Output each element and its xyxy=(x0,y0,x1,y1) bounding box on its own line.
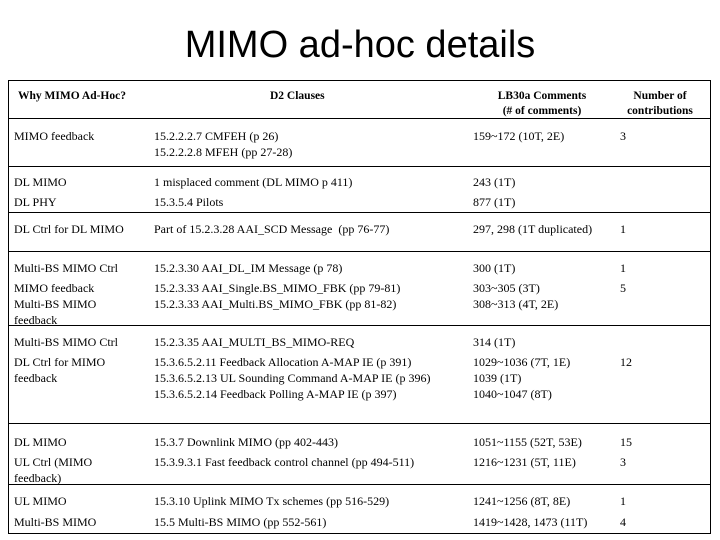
row-clauses-cell: 15.3.5.4 Pilots xyxy=(154,195,224,209)
row-contributions-cell: 4 xyxy=(620,515,626,529)
row-why-cell: UL Ctrl (MIMO feedback) xyxy=(14,455,93,485)
row-divider xyxy=(8,212,711,213)
header-contributions: Number of contributions xyxy=(627,90,693,117)
row-divider xyxy=(8,166,711,167)
row-contributions-cell: 1 xyxy=(620,261,626,275)
row-clauses-cell: 15.2.2.2.7 CMFEH (p 26) 15.2.2.2.8 MFEH (pp 27-28) xyxy=(154,129,293,159)
header-why-mimo: Why MIMO Ad-Hoc? xyxy=(18,90,126,102)
row-contributions-cell: 1 xyxy=(620,494,626,508)
row-comments-cell: 303~305 (3T) 308~313 (4T, 2E) xyxy=(473,281,559,311)
row-clauses-cell: 15.3.9.3.1 Fast feedback control channel (pp 494-511) xyxy=(154,455,415,469)
row-why-cell: DL PHY xyxy=(14,195,57,209)
row-comments-cell: 877 (1T) xyxy=(473,195,516,209)
row-contributions-cell: 5 xyxy=(620,281,626,295)
row-divider xyxy=(8,325,711,326)
row-why-cell: MIMO feedback Multi-BS MIMO feedback xyxy=(14,281,97,327)
row-clauses-cell: 15.3.6.5.2.11 Feedback Allocation A-MAP IE (p 391) 15.3.6.5.2.13 UL Sounding Command A-MAP IE (p 396) 15.3.6.5.2.14 Feedback Polling A-MAP IE (p 397) xyxy=(154,355,431,401)
row-contributions-cell: 15 xyxy=(620,435,632,449)
row-comments-cell: 243 (1T) xyxy=(473,175,516,189)
row-clauses-cell: 15.3.7 Downlink MIMO (pp 402-443) xyxy=(154,435,338,449)
row-comments-cell: 1216~1231 (5T, 11E) xyxy=(473,455,576,469)
row-contributions-cell: 3 xyxy=(620,455,626,469)
row-clauses-cell: 15.5 Multi-BS MIMO (pp 552-561) xyxy=(154,515,327,529)
row-contributions-cell: 1 xyxy=(620,222,626,236)
row-why-cell: DL MIMO xyxy=(14,435,67,449)
row-comments-cell: 1029~1036 (7T, 1E) 1039 (1T) 1040~1047 (8T) xyxy=(473,355,571,401)
row-comments-cell: 1419~1428, 1473 (11T) xyxy=(473,515,588,529)
header-comments: LB30a Comments (# of comments) xyxy=(497,90,587,117)
row-clauses-cell: 15.2.3.35 AAI_MULTI_BS_MIMO-REQ xyxy=(154,335,355,349)
row-comments-cell: 300 (1T) xyxy=(473,261,516,275)
row-comments-cell: 1241~1256 (8T, 8E) xyxy=(473,494,571,508)
row-clauses-cell: 15.2.3.33 AAI_Single.BS_MIMO_FBK (pp 79-81) 15.2.3.33 AAI_Multi.BS_MIMO_FBK (pp 81-82) xyxy=(154,281,401,311)
row-clauses-cell: 1 misplaced comment (DL MIMO p 411) xyxy=(154,175,353,189)
row-why-cell: Multi-BS MIMO xyxy=(14,515,97,529)
row-comments-cell: 159~172 (10T, 2E) xyxy=(473,129,565,143)
row-clauses-cell: 15.3.10 Uplink MIMO Tx schemes (pp 516-529) xyxy=(154,494,390,508)
slide-title: MIMO ad-hoc details xyxy=(184,24,536,66)
row-why-cell: Multi-BS MIMO Ctrl xyxy=(14,335,119,349)
row-contributions-cell: 12 xyxy=(620,355,632,369)
row-comments-cell: 314 (1T) xyxy=(473,335,516,349)
row-why-cell: UL MIMO xyxy=(14,494,67,508)
header-d2-clauses: D2 Clauses xyxy=(270,90,325,102)
row-divider xyxy=(8,484,711,485)
row-divider xyxy=(8,423,711,424)
row-clauses-cell: 15.2.3.30 AAI_DL_IM Message (p 78) xyxy=(154,261,343,275)
row-why-cell: DL MIMO xyxy=(14,175,67,189)
row-clauses-cell: Part of 15.2.3.28 AAI_SCD Message (pp 76-77) xyxy=(154,222,390,236)
row-contributions-cell: 3 xyxy=(620,129,626,143)
row-why-cell: DL Ctrl for MIMO feedback xyxy=(14,355,106,385)
row-why-cell: DL Ctrl for DL MIMO xyxy=(14,222,124,236)
row-why-cell: Multi-BS MIMO Ctrl xyxy=(14,261,119,275)
row-why-cell: MIMO feedback xyxy=(14,129,95,143)
row-divider xyxy=(8,118,711,119)
row-comments-cell: 1051~1155 (52T, 53E) xyxy=(473,435,582,449)
row-comments-cell: 297, 298 (1T duplicated) xyxy=(473,222,593,236)
row-divider xyxy=(8,251,711,252)
